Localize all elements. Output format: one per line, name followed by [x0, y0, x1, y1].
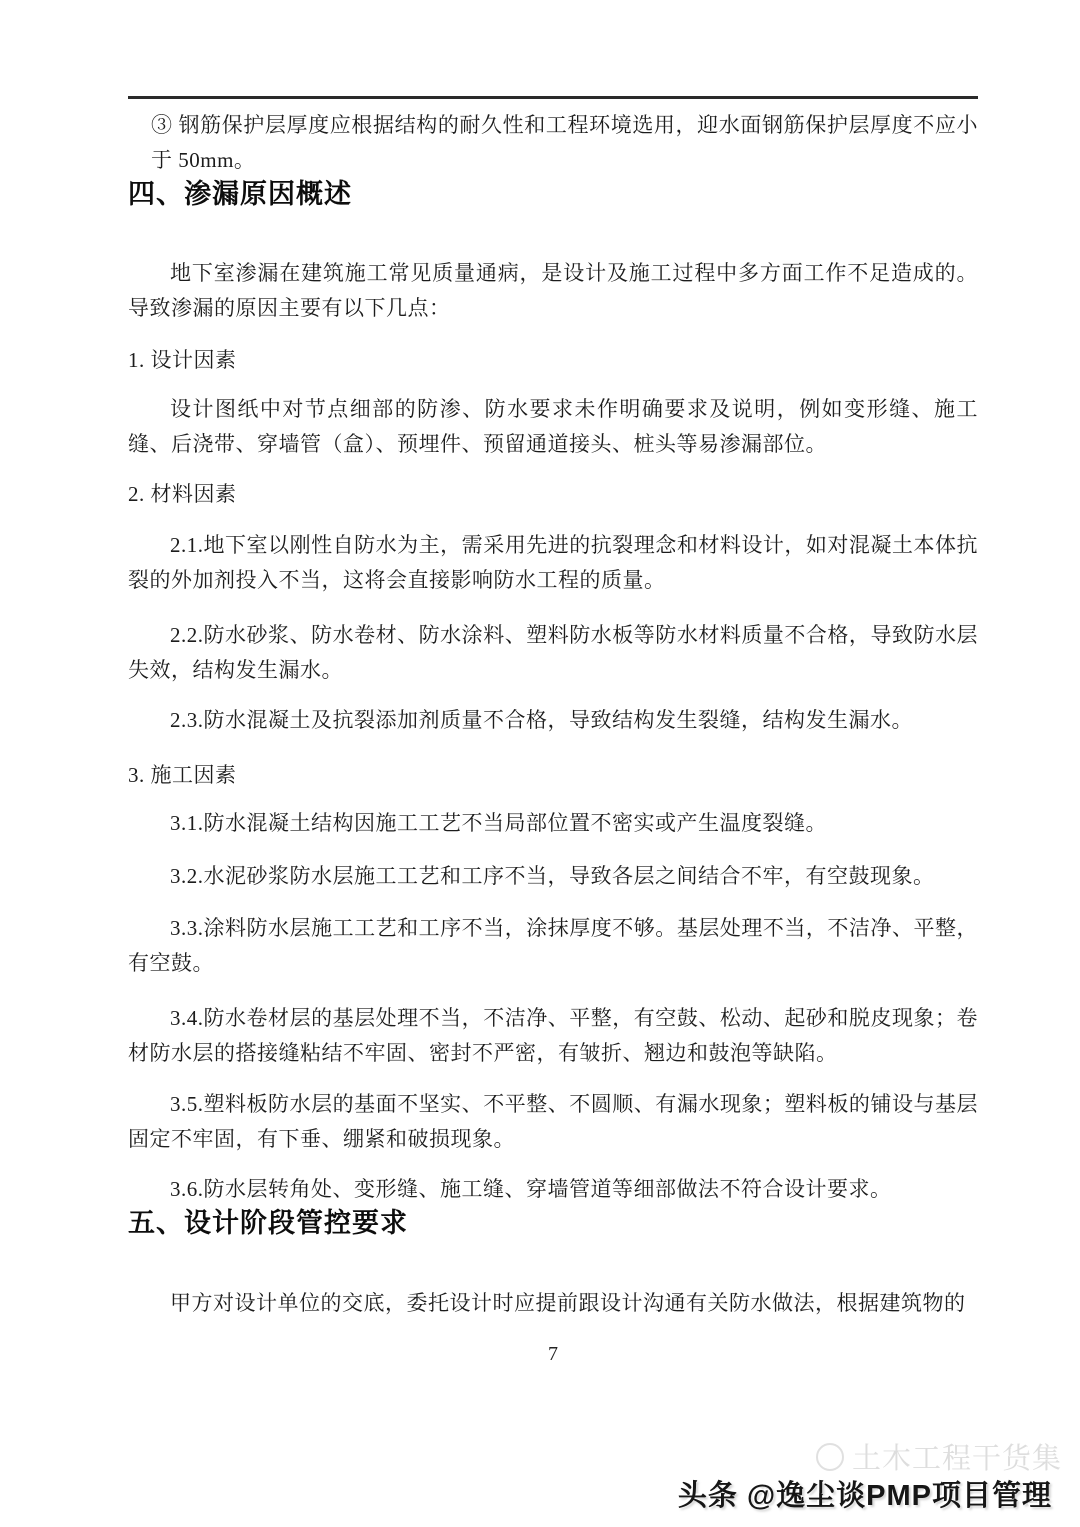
intro-paragraph: 地下室渗漏在建筑施工常见质量通病，是设计及施工过程中多方面工作不足造成的。导致渗漏的原因主要有以下几点：: [128, 261, 978, 320]
section-heading-4: 四、渗漏原因概述: [128, 179, 352, 209]
construction-factor-title: 3. 施工因素: [128, 763, 237, 787]
material-item-2-3: 2.3.防水混凝土及抗裂添加剂质量不合格，导致结构发生裂缝，结构发生漏水。: [170, 708, 913, 732]
design-factor-body: 设计图纸中对节点细部的防渗、防水要求未作明确要求及说明，例如变形缝、施工缝、后浇带、穿墙管（盒）、预埋件、预留通道接头、桩头等易渗漏部位。: [128, 397, 978, 456]
page-number: 7: [548, 1343, 558, 1365]
material-item-2-2: 2.2.防水砂浆、防水卷材、防水涂料、塑料防水板等防水材料质量不合格，导致防水层失效，结构发生漏水。: [128, 623, 978, 682]
construction-item-3-2: 3.2.水泥砂浆防水层施工工艺和工序不当，导致各层之间结合不牢，有空鼓现象。: [170, 864, 935, 888]
ghost-watermark: [816, 1436, 1062, 1477]
ghost-logo-icon: [816, 1443, 844, 1471]
section5-intro-paragraph: 甲方对设计单位的交底，委托设计时应提前跟设计沟通有关防水做法，根据建筑物的: [170, 1291, 966, 1315]
construction-item-3-4: 3.4.防水卷材层的基层处理不当，不洁净、平整，有空鼓、松动、起砂和脱皮现象；卷材防水层的搭接缝粘结不牢固、密封不严密，有皱折、翘边和鼓泡等缺陷。: [128, 1006, 978, 1065]
construction-item-3-1: 3.1.防水混凝土结构因施工工艺不当局部位置不密实或产生温度裂缝。: [170, 811, 827, 835]
construction-item-3-6: 3.6.防水层转角处、变形缝、施工缝、穿墙管道等细部做法不符合设计要求。: [170, 1177, 892, 1201]
ghost-watermark-text: 土木工程干货集: [851, 1443, 1062, 1475]
list-item-circle3: ③ 钢筋保护层厚度应根据结构的耐久性和工程环境选用，迎水面钢筋保护层厚度不应小于 50mm。: [151, 113, 978, 172]
design-factor-title: 1. 设计因素: [128, 348, 237, 372]
construction-item-3-3: 3.3.涂料防水层施工工艺和工序不当，涂抹厚度不够。基层处理不当，不洁净、平整，有空鼓。: [128, 916, 978, 975]
document-content: [128, 0, 978, 1372]
construction-item-3-5: 3.5.塑料板防水层的基面不坚实、不平整、不圆顺、有漏水现象；塑料板的铺设与基层固定不牢固，有下垂、绷紧和破损现象。: [128, 1092, 978, 1151]
material-factor-title: 2. 材料因素: [128, 482, 237, 506]
section-heading-5: 五、设计阶段管控要求: [128, 1208, 408, 1238]
material-item-2-1: 2.1.地下室以刚性自防水为主，需采用先进的抗裂理念和材料设计，如对混凝土本体抗裂的外加剂投入不当，这将会直接影响防水工程的质量。: [128, 533, 978, 592]
header-divider-line: [128, 96, 978, 99]
toutiao-watermark: 头条 @逸尘谈PMP项目管理: [677, 1480, 1052, 1512]
